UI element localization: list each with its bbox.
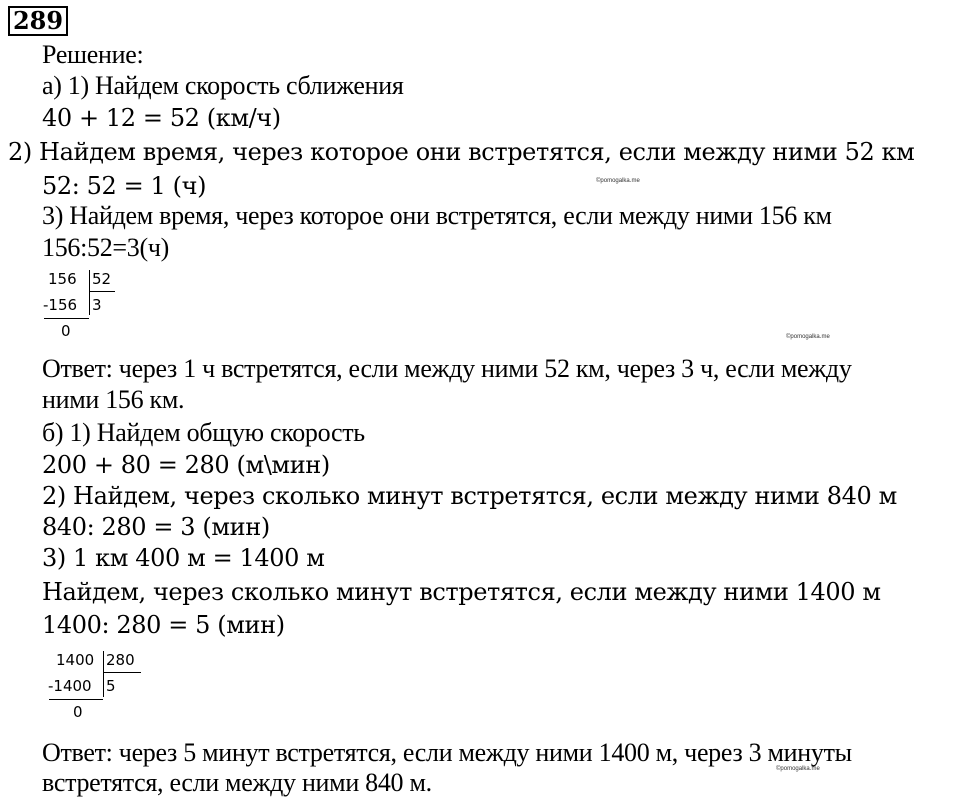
division-subtract-line — [44, 318, 89, 319]
division-divisor: 280 — [106, 651, 135, 669]
division-quotient: 5 — [106, 677, 116, 695]
division-dividend: 156 — [48, 270, 77, 288]
answer-b-line1: Ответ: через 5 минут встретятся, если между ними 1400 м, через 3 минуты — [42, 738, 852, 767]
division-vertical-line — [103, 651, 104, 697]
step-b2: 2) Найдем, через сколько минут встретятся, если между ними 840 м — [42, 482, 897, 510]
step-a1: а) 1) Найдем скорость сближения — [42, 71, 404, 100]
watermark: ©pomogalka.me — [786, 334, 830, 340]
equation-b1: 200 + 80 = 280 (м\мин) — [42, 451, 330, 479]
step-b3-text: Найдем, через сколько минут встретятся, если между ними 1400 м — [42, 578, 881, 606]
step-b1: б) 1) Найдем общую скорость — [42, 418, 365, 447]
watermark: ©pomogalka.me — [596, 178, 640, 184]
equation-b3: 1400: 280 = 5 (мин) — [42, 611, 285, 639]
answer-a-line1: Ответ: через 1 ч встретятся, если между ними 52 км, через 3 ч, если между — [42, 354, 852, 383]
equation-a1: 40 + 12 = 52 (км/ч) — [42, 104, 281, 132]
solution-heading: Решение: — [42, 40, 144, 69]
division-divisor: 52 — [92, 270, 112, 288]
division-divisor-line — [103, 672, 141, 673]
division-dividend: 1400 — [56, 651, 95, 669]
equation-b2: 840: 280 = 3 (мин) — [42, 513, 270, 541]
division-remainder: 0 — [61, 322, 71, 340]
division-vertical-line — [89, 270, 90, 315]
division-subtrahend: -156 — [43, 296, 78, 314]
step-a2: 2) Найдем время, через которое они встретятся, если между ними 52 км — [8, 138, 915, 166]
answer-a-line2: ними 156 км. — [42, 385, 185, 414]
watermark: ©pomogalka.me — [776, 766, 820, 772]
answer-b-line2: встретятся, если между ними 840 м. — [42, 768, 432, 797]
step-b3: 3) 1 км 400 м = 1400 м — [42, 544, 325, 572]
division-quotient: 3 — [92, 296, 102, 314]
division-remainder: 0 — [73, 703, 83, 721]
equation-a2: 52: 52 = 1 (ч) — [42, 172, 207, 200]
division-subtract-line — [49, 699, 103, 700]
problem-number: 289 — [8, 6, 68, 36]
division-divisor-line — [89, 291, 115, 292]
equation-a3: 156:52=3(ч) — [42, 233, 169, 262]
division-subtrahend: -1400 — [48, 677, 92, 695]
step-a3: 3) Найдем время, через которое они встретятся, если между ними 156 км — [42, 201, 832, 230]
